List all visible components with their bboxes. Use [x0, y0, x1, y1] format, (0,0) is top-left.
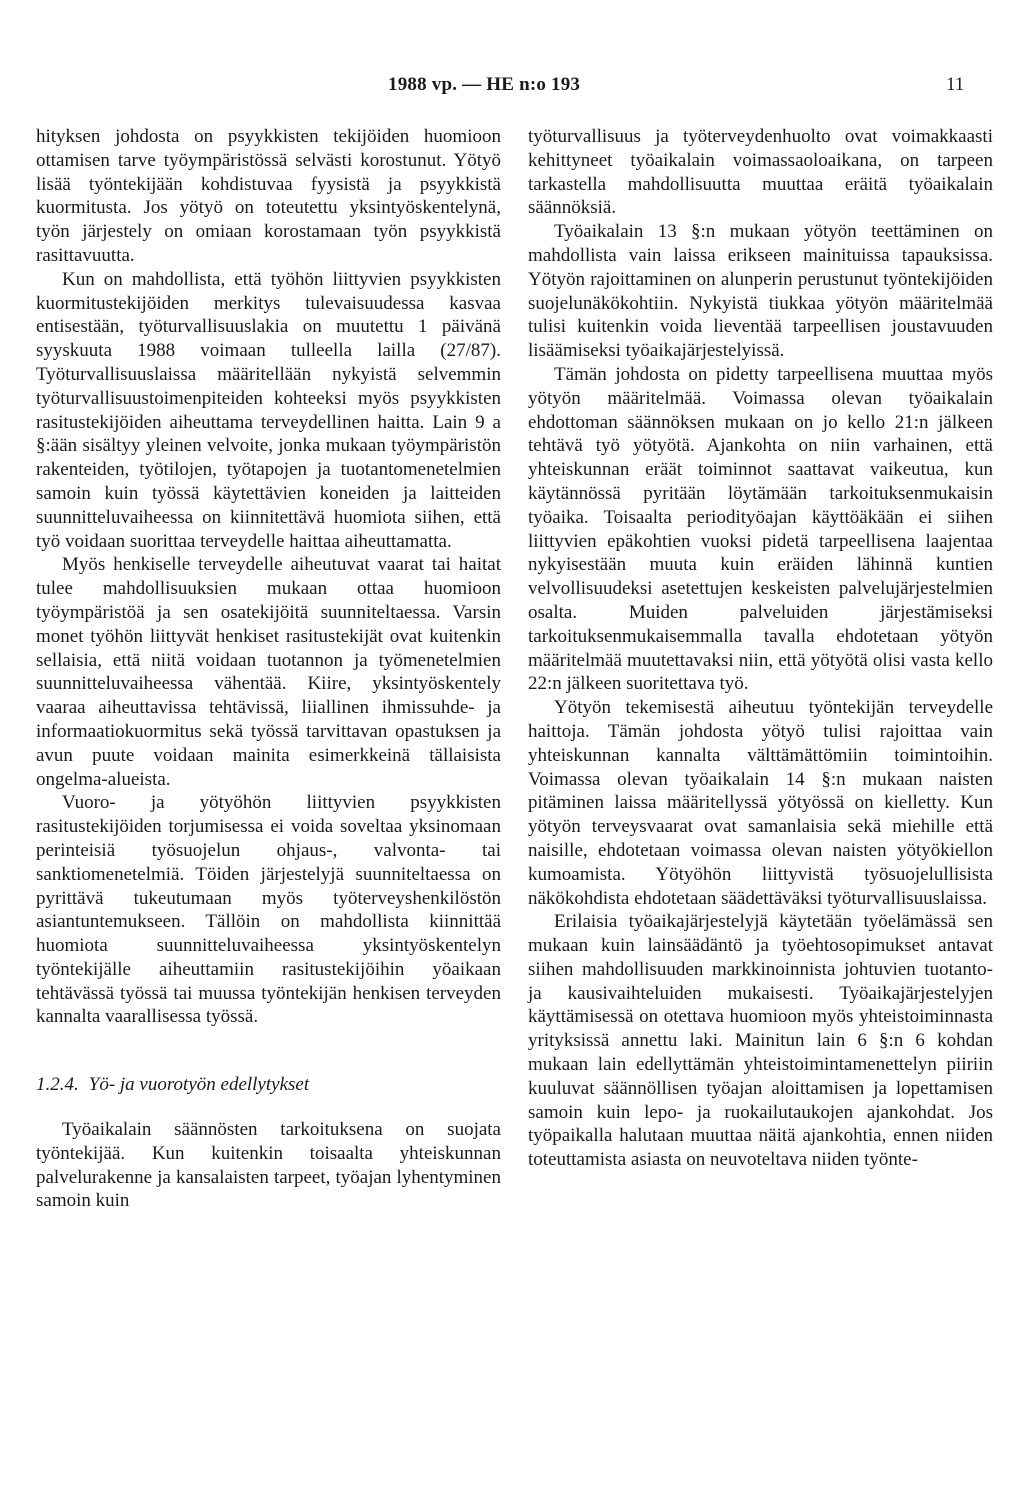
- paragraph: työturvallisuus ja työterveydenhuolto ovat voimakkaasti kehittyneet työaikalain voimassaoloaikana, on tarpeen tarkastella mahdollisuutta muuttaa eräitä työaikalain säännöksiä.: [528, 126, 993, 219]
- right-column: [528, 125, 993, 1172]
- paragraph: Kun on mahdollista, että työhön liittyvien psyykkisten kuormitustekijöiden merkitys tulevaisuudessa kasvaa entisestään, työturvallisuuslakia on muutettu 1 päivänä syyskuuta 1988 voimaan tulleella lailla (27/87). Työturvallisuuslaissa määritellään nykyistä selvemmin työturvallisuustoimenpiteiden kohteeksi myös psyykkisten rasitustekijöiden aiheuttama terveydellinen haitta. Lain 9 a §:ään sisältyy yleinen velvoite, jonka mukaan työympäristön rakenteiden, työtilojen, työtapojen ja tuotantomenetelmien samoin kuin työssä käytettävien koneiden ja laitteiden suunnitteluvaiheessa on kiinnitettävä huomiota siihen, että työ voidaan suorittaa terveydelle haittaa aiheuttamatta.: [36, 268, 501, 552]
- paragraph: Työaikalain säännösten tarkoituksena on suojata työntekijää. Kun kuitenkin toisaalta yhteiskunnan palvelurakenne ja kansalaisten tarpeet, työajan lyhentyminen samoin kuin: [36, 1119, 501, 1212]
- left-column: [36, 125, 501, 1213]
- section-number: 1.2.4.: [36, 1074, 79, 1096]
- paragraph: Tämän johdosta on pidetty tarpeellisena muuttaa myös yötyön määritelmää. Voimassa olevan työaikalain ehdottoman säännöksen mukaan on jo kello 21:n jälkeen tehtävä työ yötyötä. Ajankohta on niin varhainen, että yhteiskunnan eräät toiminnot saattavat vaikeutua, kun käytännössä pyritään löytämään tarkoituksenmukaisin työaika. Toisaalta periodityöajan käyttöäkään ei siihen liittyvien epäkohtien vuoksi pidetä tarpeellisena laajentaa nykyisestään muuta kuin eräiden lähinnä kuntien velvollisuudeksi asetettujen keskeisten palvelujärjestelmien osalta. Muiden palveluiden järjestämiseksi tarkoituksenmukaisemmalla tavalla ehdotetaan yötyön määritelmää muutettavaksi niin, että yötyötä olisi vasta kello 22:n jälkeen suoritettava työ.: [528, 363, 993, 695]
- section-heading: [36, 1073, 501, 1097]
- page-header: [0, 74, 1024, 104]
- paragraph: hityksen johdosta on psyykkisten tekijöiden huomioon ottamisen tarve työympäristössä selvästi korostunut. Yötyö lisää työntekijään kohdistuvaa fyysistä ja psyykkistä kuormitusta. Jos yötyö on toteutettu yksintyöskentelynä, työn järjestely on omiaan korostamaan työn psyykkistä rasittavuutta.: [36, 126, 501, 266]
- running-head: 1988 vp. — HE n:o 193: [388, 74, 581, 95]
- paragraph: Työaikalain 13 §:n mukaan yötyön teettäminen on mahdollista vain laissa erikseen mainituissa tapauksissa. Yötyön rajoittaminen on alunperin perustunut työntekijöiden suojelunäkökohtiin. Nykyistä tiukkaa yötyön määritelmää tulisi kuitenkin voida lieventää tarpeellisen joustavuuden lisäämiseksi työaikajärjestelyissä.: [528, 221, 993, 362]
- section-title: Yö- ja vuorotyön edellytykset: [88, 1074, 310, 1096]
- page-number: 11: [946, 74, 965, 95]
- paragraph: Yötyön tekemisestä aiheutuu työntekijän terveydelle haittoja. Tämän johdosta yötyö tulisi rajoittaa vain yhteiskunnan kannalta välttämättömiin toimintoihin. Voimassa olevan työaikalain 14 §:n mukaan naisten pitäminen laissa määritellyssä yötyössä on kielletty. Kun yötyön terveysvaarat ovat samanlaisia sekä miehille että naisille, ehdotetaan voimassa olevan naisten yötyökiellon kumoamista. Yötyöhön liittyvistä työsuojelullisista näkökohdista ehdotetaan säädettäväksi työturvallisuuslaissa.: [528, 697, 993, 909]
- paragraph: Erilaisia työaikajärjestelyjä käytetään työelämässä sen mukaan kuin lainsäädäntö ja työehtosopimukset antavat siihen mahdollisuuden markkinoinnista johtuvien tuotanto- ja kausivaihteluiden mukaisesti. Työaikajärjestelyjen käyttämisessä on otettava huomioon myös yhteistoiminnasta yrityksissä annettu laki. Mainitun lain 6 §:n 6 kohdan mukaan lain edellyttämän yhteistoimintamenettelyn piiriin kuuluvat säännöllisen työajan aloittamisen ja lopettamisen samoin kuin lepo- ja ruokailutaukojen ajankohdat. Jos työpaikalla halutaan muuttaa näitä ajankohtia, ennen niiden toteuttamista asiasta on neuvoteltava niiden työnte-: [528, 911, 993, 1171]
- paragraph: Myös henkiselle terveydelle aiheutuvat vaarat tai haitat tulee mahdollisuuksien mukaan ottaa huomioon työympäristöä ja sen osatekijöitä suunniteltaessa. Varsin monet työhön liittyvät henkiset rasitustekijät ovat kuitenkin sellaisia, että niitä voidaan tuotannon ja työmenetelmien suunnitteluvaiheessa vähentää. Kiire, yksintyöskentely vaaraa aiheuttavissa tehtävissä, liiallinen ihmissuhde- ja informaatiokuormitus sekä työssä tarvittavan opastuksen ja avun puute voidaan mainita esimerkkeinä tällaisista ongelma-alueista.: [36, 554, 501, 790]
- paragraph: Vuoro- ja yötyöhön liittyvien psyykkisten rasitustekijöiden torjumisessa ei voida soveltaa yksinomaan perinteisiä työsuojelun ohjaus-, valvonta- tai sanktiomenetelmiä. Töiden järjestelyjä suunniteltaessa on pyrittävä tukeutumaan myös työterveyshenkilöstön asiantuntemukseen. Tällöin on mahdollista kiinnittää huomiota suunnitteluvaiheessa yksintyöskentelyn työntekijälle aiheuttamiin rasitustekijöihin yöaikaan tehtävässä työssä tai muussa työntekijän henkisen terveyden kannalta vaarallisessa työssä.: [36, 792, 501, 1028]
